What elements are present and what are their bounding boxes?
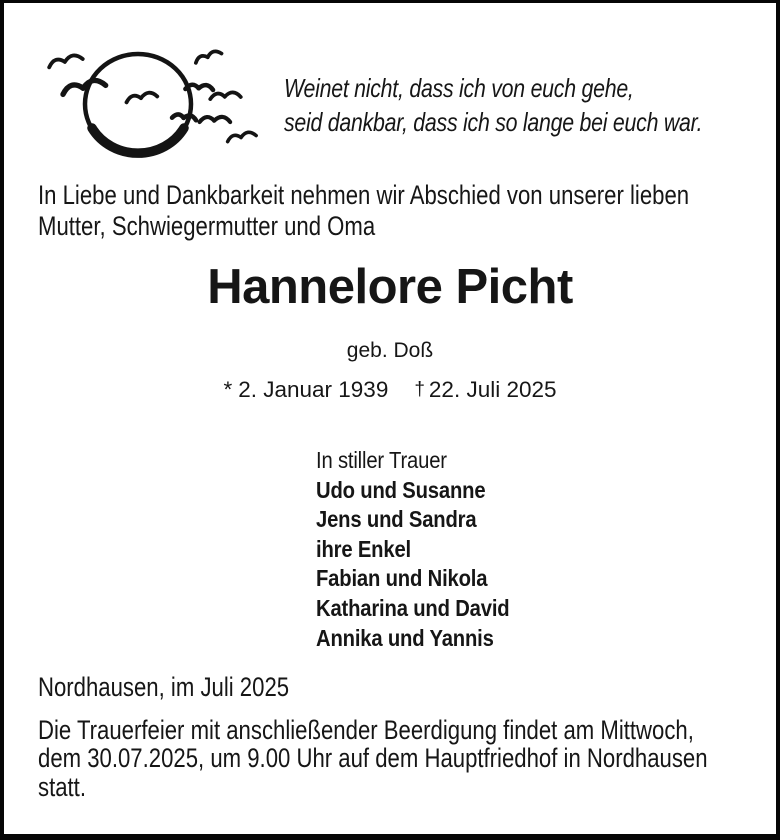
- birth-date-text: 2. Januar 1939: [238, 377, 389, 402]
- life-dates: [0, 376, 780, 406]
- funeral-info-line: Die Trauerfeier mit anschließender Beerdigung findet am Mittwoch,: [38, 715, 694, 745]
- bird-icon: [126, 92, 157, 102]
- epigraph-line: seid dankbar, dass ich so lange bei euch war.: [284, 107, 703, 137]
- epigraph-line: Weinet nicht, dass ich von euch gehe,: [284, 73, 634, 103]
- intro-text: [38, 180, 689, 242]
- birth-symbol: *: [223, 377, 233, 402]
- mourning-block: [316, 446, 509, 653]
- sun-circle-icon: [85, 54, 191, 154]
- bird-icon: [194, 50, 222, 63]
- bird-icon: [200, 114, 231, 126]
- death-symbol: †: [414, 379, 425, 400]
- intro-line: Mutter, Schwiegermutter und Oma: [38, 211, 376, 241]
- bird-icon: [227, 132, 256, 142]
- place-date: Nordhausen, im Juli 2025: [38, 672, 290, 702]
- funeral-info-line: statt.: [38, 771, 86, 802]
- bird-icon: [210, 91, 241, 101]
- birds-sun-illustration: [40, 42, 265, 162]
- mourner-name: Katharina und David: [316, 594, 510, 621]
- death-date: [414, 376, 556, 406]
- mourner-name: ihre Enkel: [316, 535, 411, 562]
- mourner-name: Annika und Yannis: [316, 624, 494, 651]
- intro-line: In Liebe und Dankbarkeit nehmen wir Abschied von unserer lieben: [38, 180, 690, 210]
- maiden-name: geb. Doß: [346, 339, 434, 362]
- death-date-text: 22. Juli 2025: [428, 377, 557, 402]
- mourner-name: Jens und Sandra: [316, 506, 477, 533]
- mourner-name: Udo und Susanne: [316, 476, 486, 503]
- mourning-intro: In stiller Trauer: [316, 447, 447, 473]
- birth-date: [223, 376, 388, 406]
- epigraph: [284, 71, 702, 139]
- funeral-info-line: dem 30.07.2025, um 9.00 Uhr auf dem Hauptfriedhof in Nordhausen: [38, 743, 708, 774]
- mourner-name: Fabian und Nikola: [316, 565, 488, 592]
- deceased-name: Hannelore Picht: [207, 260, 573, 314]
- bird-icon: [172, 111, 197, 123]
- bird-icon: [48, 55, 83, 68]
- funeral-info: [38, 716, 708, 801]
